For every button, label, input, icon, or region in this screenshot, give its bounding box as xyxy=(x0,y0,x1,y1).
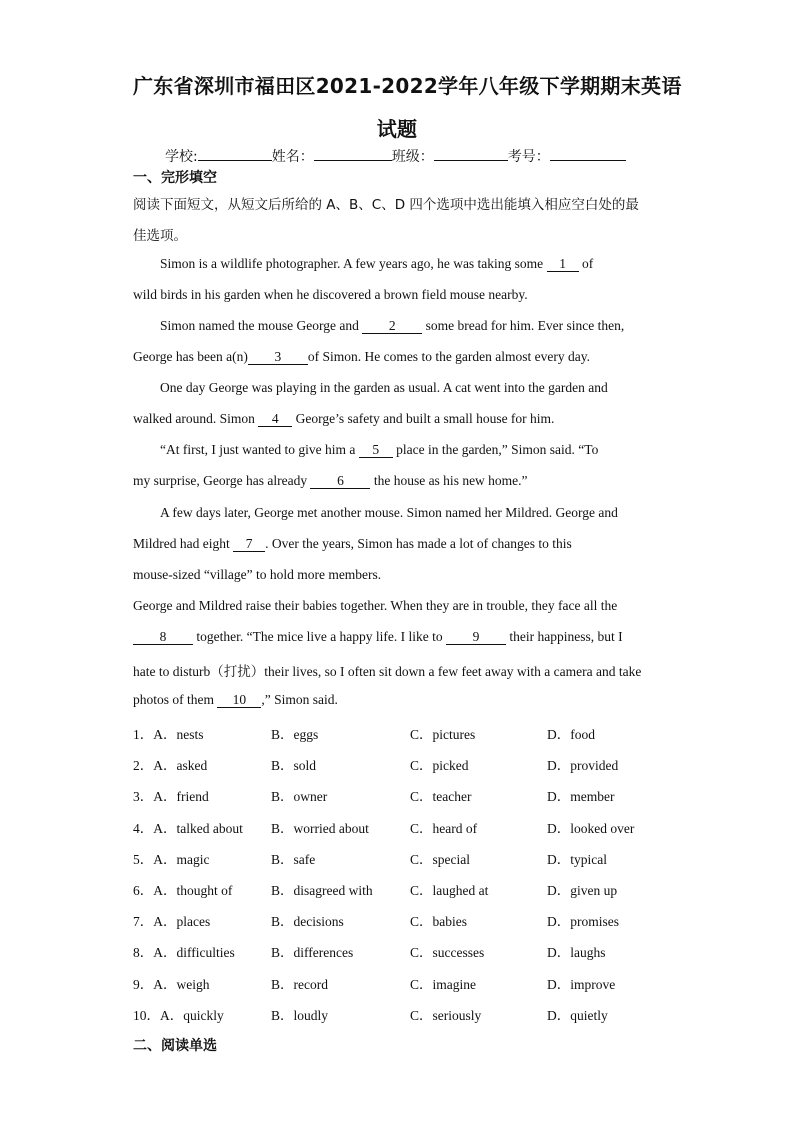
passage-line: hate to disturb（打扰）their lives, so I often sit down a few feet away with a camera and take xyxy=(133,664,642,679)
blank-6: 6 xyxy=(310,474,370,489)
question-9-option-a[interactable] xyxy=(133,973,210,993)
blank-8: 8 xyxy=(133,630,193,645)
option-text: thought of xyxy=(176,883,233,898)
question-2-option-c[interactable]: C．picked xyxy=(410,758,469,773)
passage-line xyxy=(160,256,593,272)
question-7-option-c[interactable]: C．babies xyxy=(410,914,467,929)
question-1-option-d[interactable]: D．food xyxy=(547,727,595,742)
question-number: 8．A． xyxy=(133,945,177,960)
question-number: 9．A． xyxy=(133,977,177,992)
passage-text: some bread for him. Ever since then, xyxy=(425,318,625,333)
class-label: 班级： xyxy=(391,149,434,165)
passage-text: Simon is a wildlife photographer. A few years ago, he was taking some xyxy=(160,256,544,271)
option-text: friend xyxy=(176,789,209,804)
passage-text: of xyxy=(581,256,594,271)
question-6-option-b[interactable]: B．disagreed with xyxy=(271,883,373,898)
question-10-option-b[interactable]: B．loudly xyxy=(271,1008,329,1023)
question-number: 5．A． xyxy=(133,852,177,867)
school-label: 学校: xyxy=(165,149,198,165)
question-2-option-d[interactable]: D．provided xyxy=(547,758,619,773)
blank-3: 3 xyxy=(248,350,308,365)
passage-line xyxy=(133,473,528,489)
passage-line xyxy=(133,536,572,552)
question-2-option-a[interactable] xyxy=(133,754,207,774)
question-6-option-c[interactable]: C．laughed at xyxy=(410,883,489,898)
passage-text: “At first, I just wanted to give him a xyxy=(160,442,356,457)
question-4-option-b[interactable]: B．worried about xyxy=(271,821,369,836)
name-field[interactable] xyxy=(314,148,392,161)
question-5-option-d[interactable]: D．typical xyxy=(547,852,607,867)
question-number: 2．A． xyxy=(133,758,177,773)
blank-5: 5 xyxy=(359,443,393,458)
question-3-option-d[interactable]: D．member xyxy=(547,789,615,804)
question-7-option-b[interactable]: B．decisions xyxy=(271,914,344,929)
student-info-row xyxy=(165,146,626,166)
exam-title-line-2: 试题 xyxy=(376,117,418,141)
blank-9: 9 xyxy=(446,630,506,645)
instruction-line-1: 阅读下面短文，从短文后所给的 A、B、C、D 四个选项中选出能填入相应空白处的最 xyxy=(133,197,639,213)
question-number: 7．A． xyxy=(133,914,177,929)
blank-1: 1 xyxy=(547,257,579,272)
passage-text: place in the garden,” Simon said. “To xyxy=(396,442,599,457)
passage-line xyxy=(133,692,338,708)
question-8-option-d[interactable]: D．laughs xyxy=(547,945,606,960)
question-4-option-a[interactable] xyxy=(133,817,243,837)
passage-line xyxy=(133,411,554,427)
question-5-option-b[interactable]: B．safe xyxy=(271,852,316,867)
passage-line xyxy=(133,629,623,645)
question-3-option-a[interactable] xyxy=(133,785,209,805)
question-number: 6．A． xyxy=(133,883,177,898)
option-text: talked about xyxy=(176,821,243,836)
option-text: places xyxy=(176,914,211,929)
blank-10: 10 xyxy=(217,693,261,708)
passage-line: A few days later, George met another mouse. Simon named her Mildred. George and xyxy=(160,505,618,520)
passage-text: their happiness, but I xyxy=(509,629,623,644)
section-heading-reading: 二、阅读单选 xyxy=(133,1038,217,1054)
question-1-option-b[interactable]: B．eggs xyxy=(271,727,319,742)
passage-line: mouse-sized “village” to hold more members. xyxy=(133,567,382,582)
passage-text: photos of them xyxy=(133,692,214,707)
exam-number-field[interactable] xyxy=(550,148,626,161)
option-text: difficulties xyxy=(176,945,235,960)
question-5-option-a[interactable] xyxy=(133,848,210,868)
passage-text: walked around. Simon xyxy=(133,411,255,426)
name-label: 姓名： xyxy=(271,149,314,165)
question-4-option-d[interactable]: D．looked over xyxy=(547,821,635,836)
question-8-option-c[interactable]: C．successes xyxy=(410,945,485,960)
passage-line: George and Mildred raise their babies together. When they are in trouble, they face all the xyxy=(133,598,618,613)
question-9-option-c[interactable]: C．imagine xyxy=(410,977,476,992)
passage-line: wild birds in his garden when he discovered a brown field mouse nearby. xyxy=(133,287,528,302)
question-3-option-b[interactable]: B．owner xyxy=(271,789,328,804)
question-5-option-c[interactable]: C．special xyxy=(410,852,470,867)
question-2-option-b[interactable]: B．sold xyxy=(271,758,317,773)
question-6-option-a[interactable] xyxy=(133,879,232,899)
passage-text: Simon named the mouse George and xyxy=(160,318,359,333)
question-7-option-d[interactable]: D．promises xyxy=(547,914,619,929)
option-text: nests xyxy=(176,727,204,742)
passage-line: One day George was playing in the garden as usual. A cat went into the garden and xyxy=(160,380,608,395)
passage-line xyxy=(133,349,590,365)
question-9-option-b[interactable]: B．record xyxy=(271,977,328,992)
question-6-option-d[interactable]: D．given up xyxy=(547,883,618,898)
question-number: 3．A． xyxy=(133,789,177,804)
question-10-option-d[interactable]: D．quietly xyxy=(547,1008,608,1023)
question-1-option-c[interactable]: C．pictures xyxy=(410,727,476,742)
question-10-option-c[interactable]: C．seriously xyxy=(410,1008,482,1023)
passage-line xyxy=(160,442,598,458)
question-9-option-d[interactable]: D．improve xyxy=(547,977,616,992)
exam-title-line-1: 广东省深圳市福田区2021-2022学年八年级下学期期末英语 xyxy=(133,74,682,98)
instruction-line-2: 佳选项。 xyxy=(133,228,187,244)
question-number: 4．A． xyxy=(133,821,177,836)
question-8-option-a[interactable] xyxy=(133,941,235,961)
question-10-option-a[interactable] xyxy=(133,1004,224,1024)
question-4-option-c[interactable]: C．heard of xyxy=(410,821,478,836)
blank-7: 7 xyxy=(233,537,265,552)
passage-text: . Over the years, Simon has made a lot of changes to this xyxy=(265,536,572,551)
passage-text: of Simon. He comes to the garden almost every day. xyxy=(307,349,591,364)
option-text: weigh xyxy=(176,977,210,992)
passage-line xyxy=(160,318,624,334)
question-8-option-b[interactable]: B．differences xyxy=(271,945,354,960)
question-number: 10．A． xyxy=(133,1008,184,1023)
question-number: 1．A． xyxy=(133,727,177,742)
question-1-option-a[interactable] xyxy=(133,723,204,743)
passage-text: my surprise, George has already xyxy=(133,473,308,488)
section-heading-cloze: 一、完形填空 xyxy=(133,170,217,186)
question-7-option-a[interactable] xyxy=(133,910,210,930)
passage-text: the house as his new home.” xyxy=(373,473,528,488)
passage-text: together. “The mice live a happy life. I like to xyxy=(196,629,443,644)
question-3-option-c[interactable]: C．teacher xyxy=(410,789,472,804)
option-text: magic xyxy=(176,852,210,867)
option-text: quickly xyxy=(183,1008,224,1023)
class-field[interactable] xyxy=(434,148,508,161)
passage-text: George’s safety and built a small house for him. xyxy=(295,411,555,426)
blank-2: 2 xyxy=(362,319,422,334)
option-text: asked xyxy=(176,758,208,773)
passage-text: Mildred had eight xyxy=(133,536,230,551)
blank-4: 4 xyxy=(258,412,292,427)
passage-text: ,” Simon said. xyxy=(261,692,338,707)
passage-text: George has been a(n) xyxy=(133,349,248,364)
school-field[interactable] xyxy=(198,148,272,161)
exam-number-label: 考号： xyxy=(507,149,550,165)
